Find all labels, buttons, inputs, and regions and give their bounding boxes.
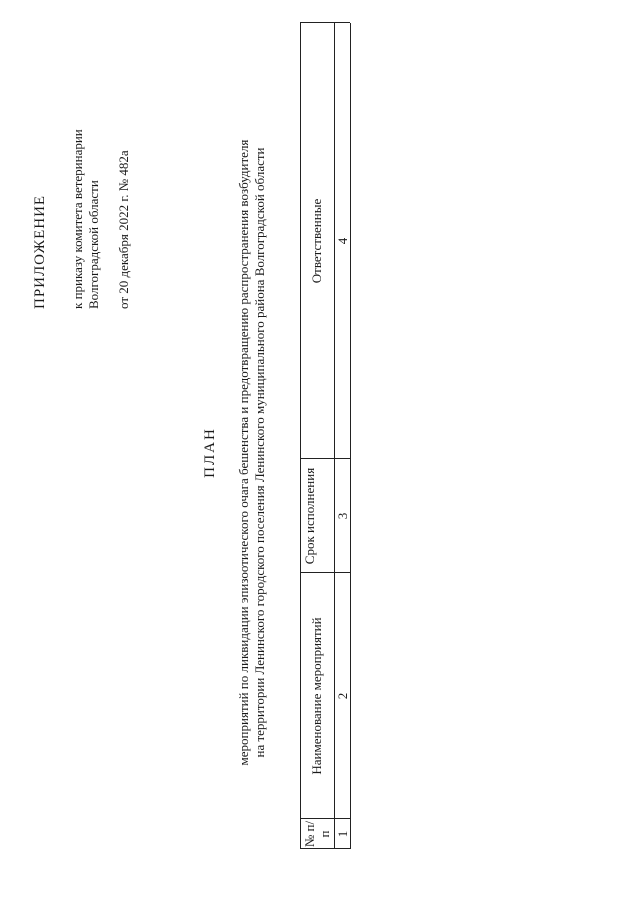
table-top-rule xyxy=(300,23,301,849)
order-spacer xyxy=(102,129,116,309)
table-divider-no-name xyxy=(300,818,350,819)
table-divider-name-term xyxy=(300,572,350,573)
measures-table xyxy=(300,0,630,905)
order-reference xyxy=(70,129,132,309)
header-no: № п/п xyxy=(302,820,332,848)
header-name: Наименование мероприятий xyxy=(309,617,324,775)
table-left-border xyxy=(300,848,350,849)
plan-subtitle xyxy=(236,0,268,905)
order-line-2: Волгоградской области xyxy=(86,180,101,309)
document-header xyxy=(24,0,314,905)
header-resp: Ответственные xyxy=(309,198,324,284)
order-date: от 20 декабря 2022 г. № 482а xyxy=(116,150,131,309)
appendix-label: ПРИЛОЖЕНИЕ xyxy=(32,194,48,309)
plan-title: ПЛАН xyxy=(202,427,218,478)
column-number-3: 3 xyxy=(335,512,350,520)
header-term: Срок исполнения xyxy=(302,467,317,565)
plan-subtitle-line-1: мероприятий по ликвидации эпизоотического очага бешенства и предотвращению распространения возбудителя xyxy=(236,139,251,766)
column-number-4: 4 xyxy=(335,237,350,245)
plan-subtitle-line-2: на территории Ленинского городского поселения Ленинского муниципального района Волгоградской области xyxy=(252,147,267,758)
table-right-border xyxy=(300,22,350,23)
order-line-1: к приказу комитета ветеринарии xyxy=(70,129,85,309)
table-divider-term-resp xyxy=(300,458,350,459)
column-number-2: 2 xyxy=(335,692,350,700)
column-number-1: 1 xyxy=(335,830,350,838)
